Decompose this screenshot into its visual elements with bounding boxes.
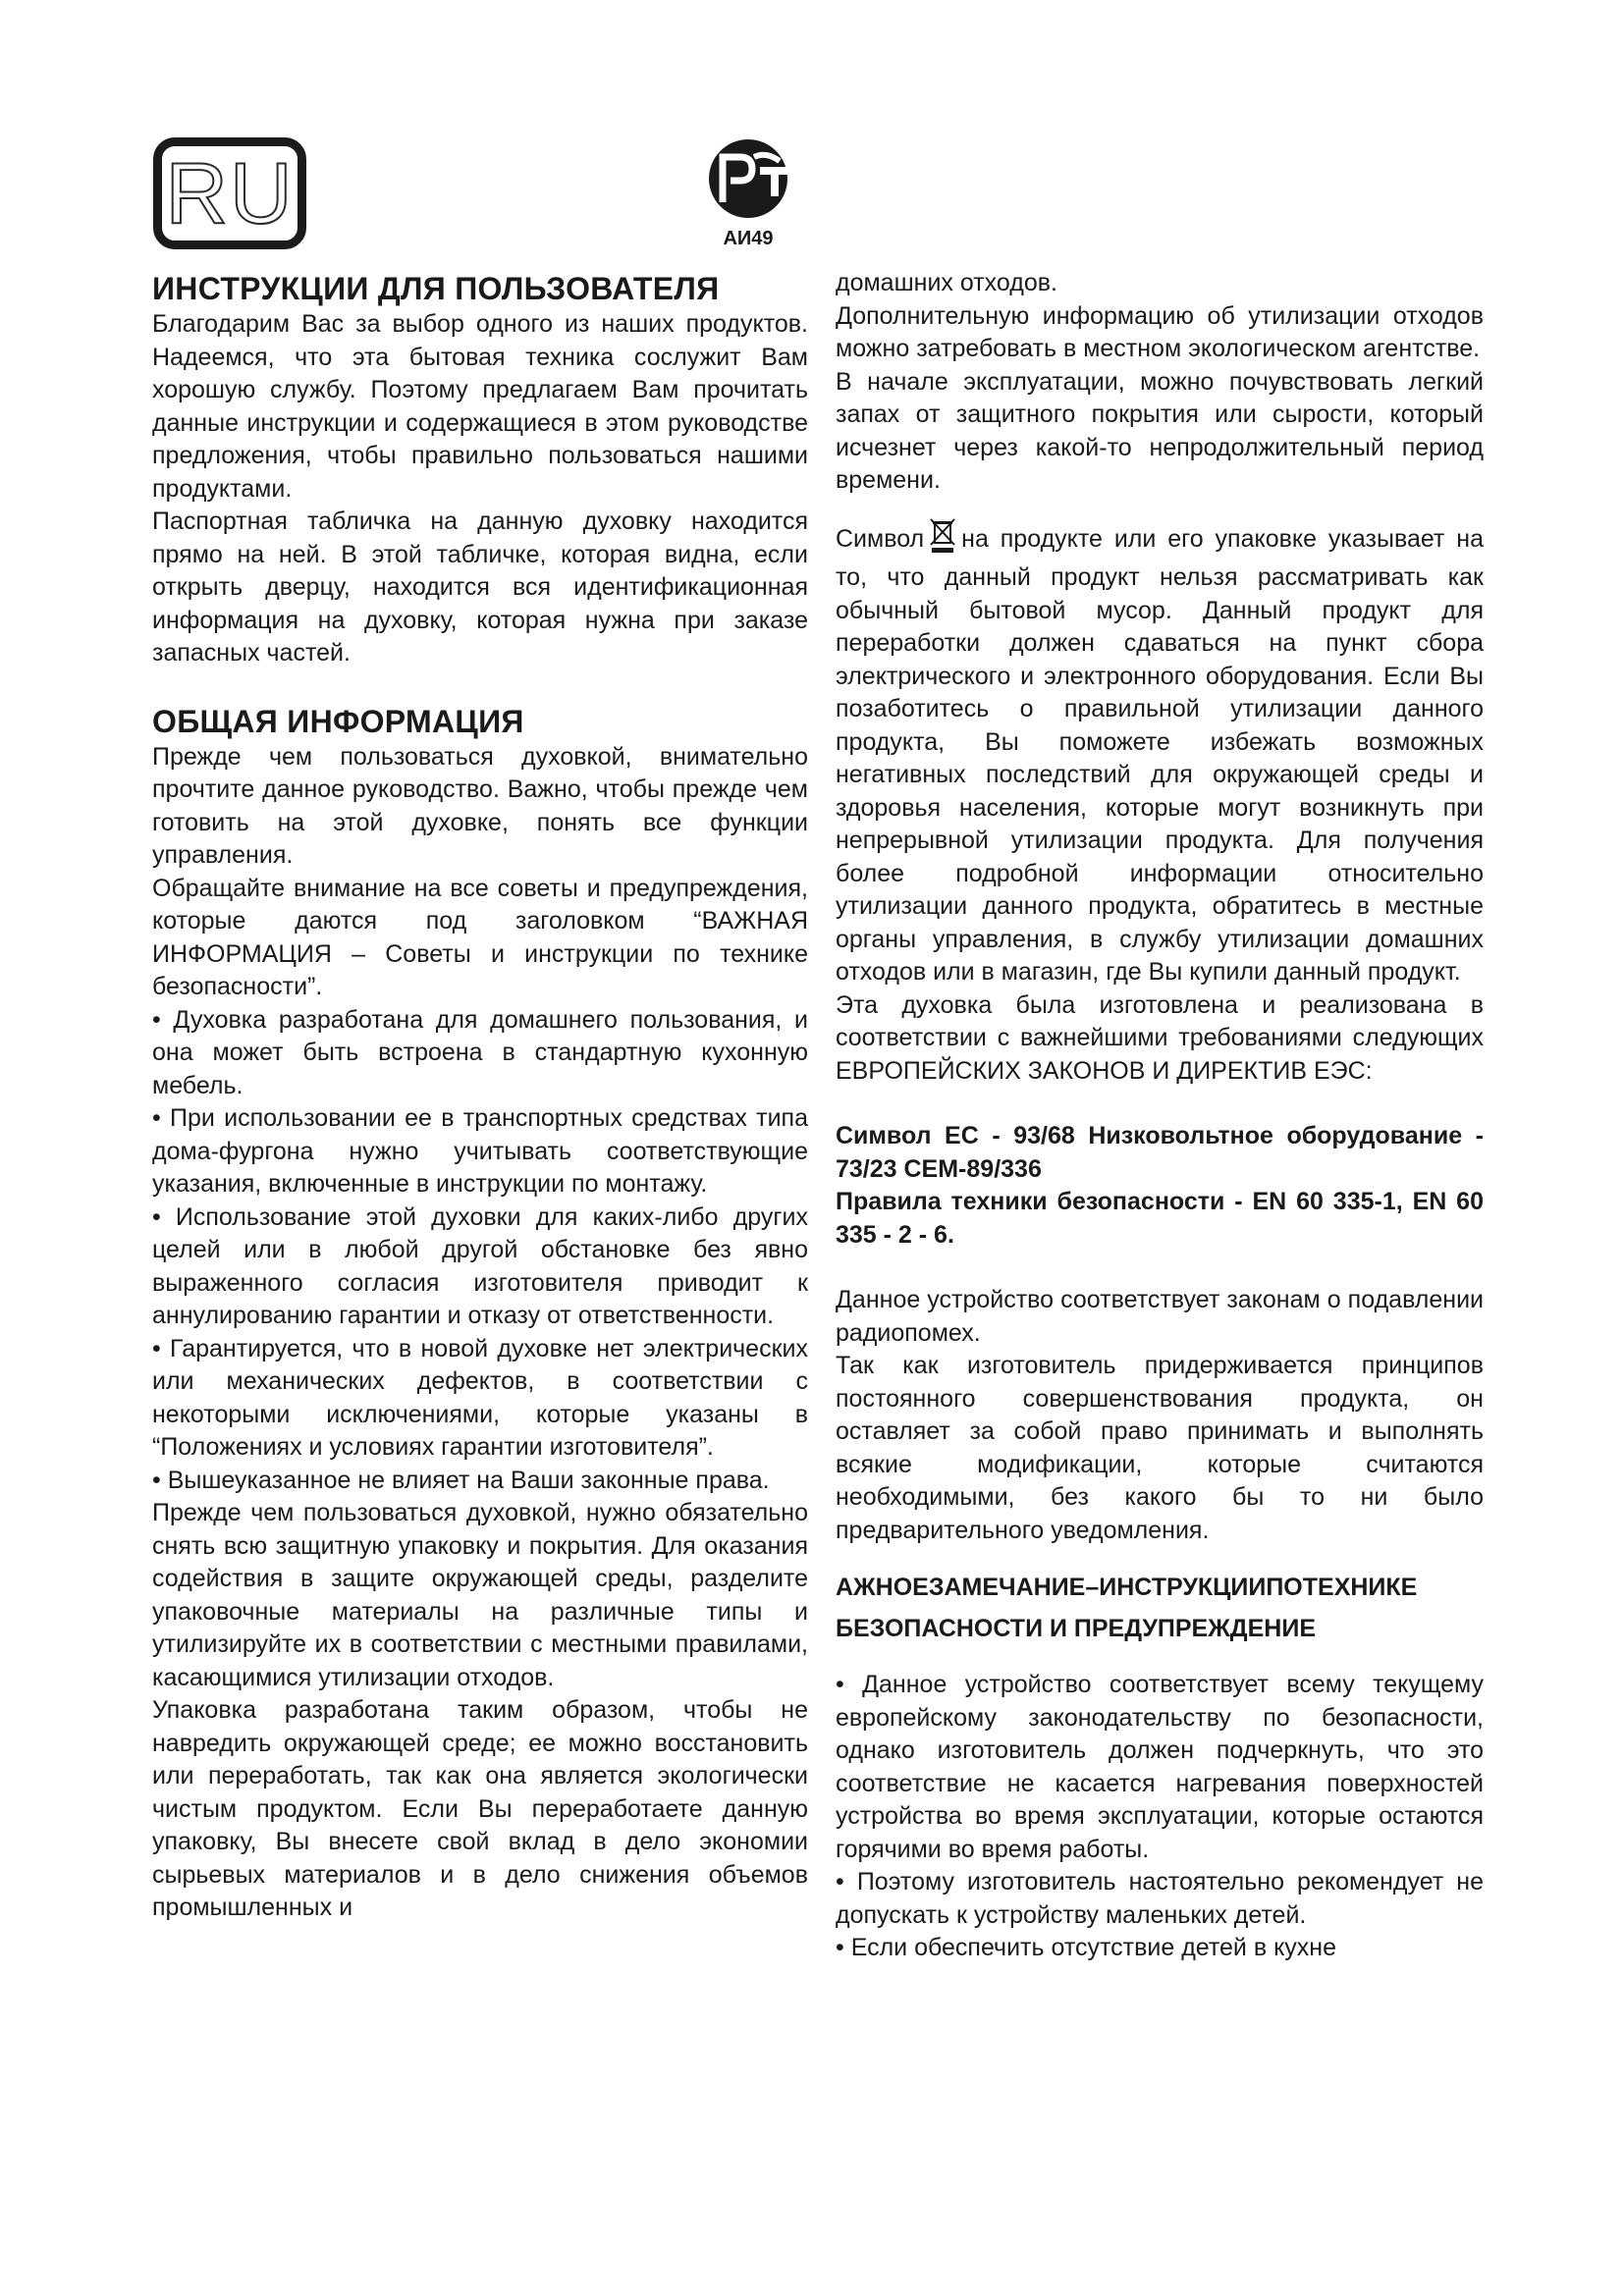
bullet-statutory-rights: • Вышеуказанное не влияет на Ваши законные права. <box>152 1466 770 1494</box>
weee-body-text: на продукте или его упаковке указывает на то, что данный продукт нельзя рассматривать как обычный бытовой мусор. Данный продукт для переработки должен сдаваться на пункт сбора электрического и электронного оборудования. Если Вы позаботитесь о правильной утилизации данного продукта, Вы поможете избежать возможных негативных последствий для окружающей среды и здоровья населения, которые могут возникнуть при непрерывной утилизации продукта. Для получения более подробной информации относительно утилизации данного продукта, обратитесь в местные органы управления, в службу утилизации домашних отходов или в магазин, где Вы купили данный продукт. <box>836 524 1484 986</box>
ec-symbol-line: Символ ЕС - 93/68 Низковольтное оборудование - 73/23 СЕМ-89/336 <box>836 1122 1484 1183</box>
intro-paragraph: Благодарим Вас за выбор одного из наших продуктов. Надеемся, что эта бытовая техника сослужит Вам хорошую службу. Поэтому предлагаем Вам прочитать данные инструкции и содержащиеся в этом руководстве предложения, чтобы правильно пользоваться нашими продуктами. <box>152 310 808 503</box>
modifications-paragraph: Так как изготовитель придерживается принципов постоянного совершенствования продукта, он оставляет за собой право принимать и выполнять всякие модификации, которые считаются необходимыми, без какого бы то ни было предварительного уведомления. <box>836 1352 1484 1544</box>
left-column <box>152 267 808 1925</box>
bullet-kitchen: • Если обеспечить отсутствие детей в кухне <box>836 1934 1336 1961</box>
waste-continuation: домашних отходов. <box>836 269 1057 296</box>
weee-lead-text: Символ <box>836 524 925 553</box>
bullet-caravan-use: • При использовании ее в транспортных средствах типа дома-фургона нужно учитывать соответствующие указания, включенные в инструкции по монтажу. <box>152 1104 808 1198</box>
crossed-bin-icon <box>928 517 957 562</box>
certification-code: АИ49 <box>723 228 774 249</box>
eu-directives-paragraph: Эта духовка была изготовлена и реализована в соответствии с важнейшими требованиями следующих ЕВРОПЕЙСКИХ ЗАКОНОВ И ДИРЕКТИВ ЕЭС: <box>836 990 1484 1085</box>
bullet-children: • Поэтому изготовитель настоятельно рекомендует не допускать к устройству маленьких детей. <box>836 1868 1484 1929</box>
weee-paragraph <box>836 517 1484 989</box>
title-general-info: ОБЩАЯ ИНФОРМАЦИЯ <box>152 703 524 739</box>
read-manual-paragraph: Прежде чем пользоваться духовкой, внимательно прочтите данное руководство. Важно, чтобы прежде чем готовить на этой духовке, понять все функции управления. <box>152 742 808 869</box>
ru-logo-text: RU <box>165 144 295 241</box>
ru-language-logo <box>153 137 306 249</box>
bullet-guarantee: • Гарантируется, что в новой духовке нет электрических или механических дефектов, в соответствии с некоторыми исключениями, которые указаны в “Положениях и условиях гарантии изготовителя”. <box>152 1334 808 1461</box>
right-column <box>836 267 1484 1965</box>
first-use-smell-paragraph: В начале эксплуатации, можно почувствовать легкий запах от защитного покрытия или сырости, который исчезнет через какой-то непродолжительный период времени. <box>836 367 1484 494</box>
packaging-removal-paragraph: Прежде чем пользоваться духовкой, нужно обязательно снять всю защитную упаковку и покрытия. Для оказания содействия в защите окружающей среды, разделите упаковочные материалы на различные типы и утилизируйте их в соответствии с местными правилами, касающимися утилизации отходов. <box>152 1499 808 1691</box>
radio-interference-paragraph: Данное устройство соответствует законам о подавлении радиопомех. <box>836 1286 1484 1347</box>
title-user-instructions: ИНСТРУКЦИИ ДЛЯ ПОЛЬЗОВАТЕЛЯ <box>152 271 720 306</box>
warnings-paragraph: Обращайте внимание на все советы и предупреждения, которые даются под заголовком “ВАЖНАЯ ИНФОРМАЦИЯ – Советы и инструкции по технике безопасности”. <box>152 874 808 1000</box>
bullet-eu-legislation: • Данное устройство соответствует всему текущему европейскому законодательству по безопасности, однако изготовитель должен подчеркнуть, что это соответствие не касается нагревания поверхностей устройства во время эксплуатации, которые остаются горячими во время работы. <box>836 1671 1484 1863</box>
title-safety-warnings: АЖНОЕЗАМЕЧАНИЕ–ИНСТРУКЦИИПОТЕХНИКЕ БЕЗОПАСНОСТИ И ПРЕДУПРЕЖДЕНИЕ <box>836 1574 1418 1642</box>
rating-plate-paragraph: Паспортная табличка на данную духовку находится прямо на ней. В этой табличке, которая видна, если открыть дверцу, находится вся идентификационная информация на духовку, которая нужна при заказе запасных частей. <box>152 507 808 667</box>
bullet-domestic-use: • Духовка разработана для домашнего пользования, и она может быть встроена в стандартную кухонную мебель. <box>152 1005 808 1099</box>
disposal-info-paragraph: Дополнительную информацию об утилизации отходов можно затребовать в местном экологическом агентстве. <box>836 301 1484 362</box>
safety-rules-line: Правила техники безопасности - EN 60 335-1, EN 60 335 - 2 - 6. <box>836 1188 1484 1249</box>
bullet-other-use: • Использование этой духовки для каких-либо других целей или в любой другой обстановке без явно выраженного согласия изготовителя приводит к аннулированию гарантии и отказу от ответственности. <box>152 1202 808 1329</box>
packaging-recycling-paragraph: Упаковка разработана таким образом, чтобы не навредить окружающей среде; ее можно восстановить или переработать, так как она является экологически чистым продуктом. Если Вы переработаете данную упаковку, Вы внесете свой вклад в дело экономии сырьевых материалов и в дело снижения объемов промышленных и <box>152 1696 808 1921</box>
